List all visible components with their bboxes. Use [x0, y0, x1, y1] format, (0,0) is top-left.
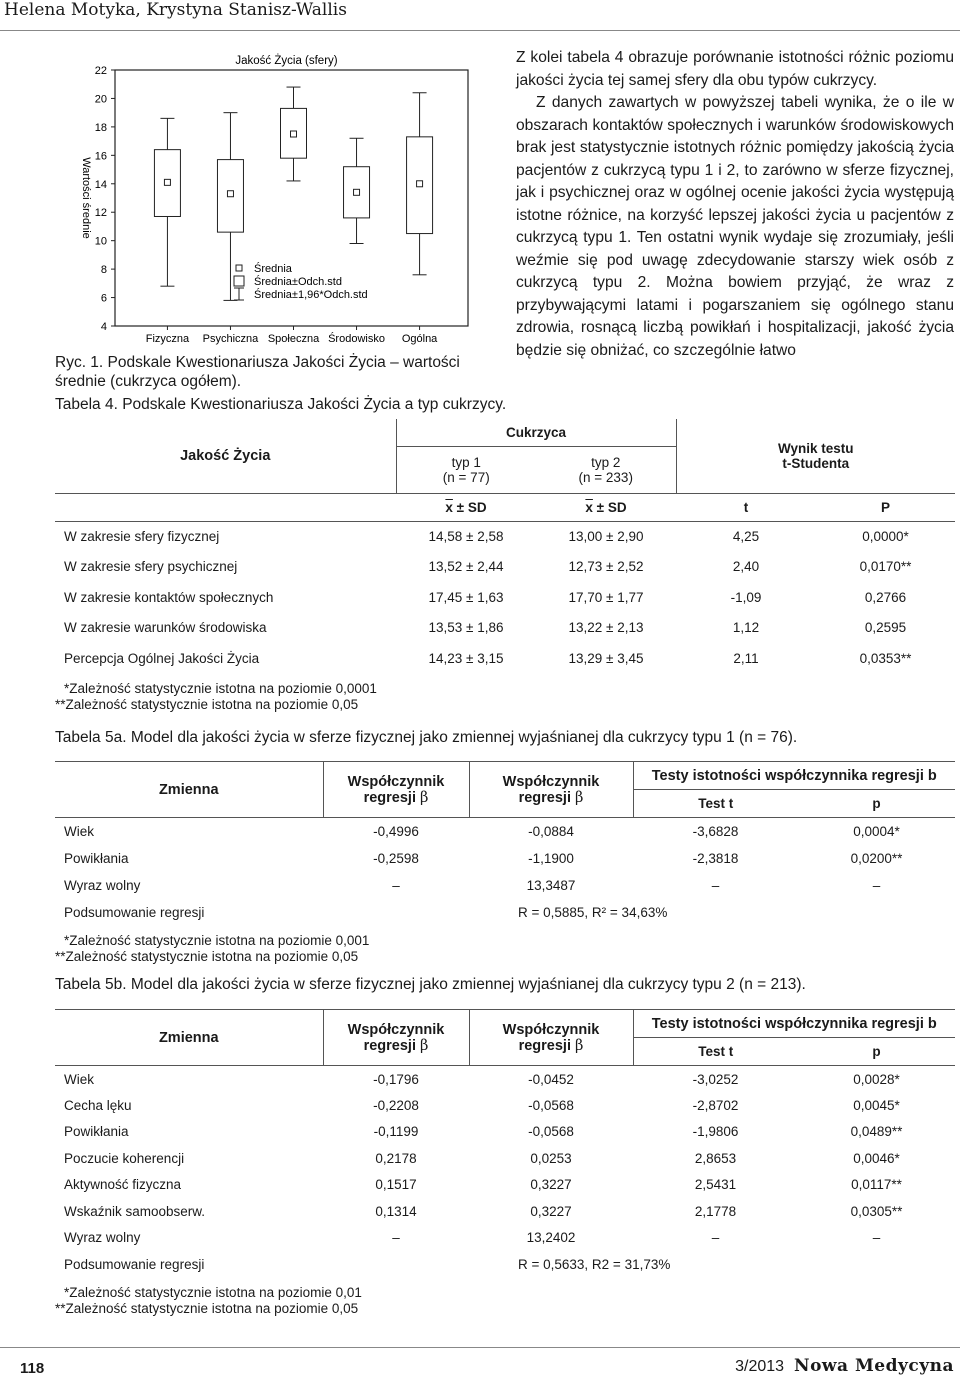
legend-label: Średnia±1,96*Odch.std — [254, 289, 368, 301]
table5a-summary-value: R = 0,5885, R² = 34,63% — [518, 905, 668, 920]
table5b-header-wsp1 — [323, 1010, 469, 1066]
journal-name: Nowa Medycyna — [794, 1356, 954, 1376]
table5b-cell: 0,0489** — [850, 1124, 903, 1140]
table4-header-cukrzyca: Cukrzyca — [396, 419, 676, 446]
mean-marker — [354, 189, 360, 195]
table5a-footnote-2: **Zależność statystycznie istotna na poziomie 0,05 — [55, 949, 359, 964]
table5b-cell: 0,0046* — [853, 1150, 900, 1166]
x-tick-label: Fizyczna — [145, 333, 190, 345]
table4-subheader-mean-sd-2 — [536, 493, 676, 521]
wsp-label: Współczynnik — [347, 1021, 445, 1038]
table5b-row-label: Cecha lęku — [64, 1097, 132, 1113]
table5b-cell: 13,2402 — [526, 1230, 576, 1246]
table4-cell: 12,73 ± 2,52 — [568, 559, 644, 575]
table5a-header-p: p — [798, 790, 955, 818]
table5b — [55, 1009, 955, 1278]
table4-cell: 0,0353** — [859, 650, 912, 666]
table5a-header-testt: Test t — [633, 790, 798, 818]
table4-subheader-t: t — [676, 493, 816, 521]
paragraph-2: Z danych zawartych w powyższej tabeli wynika, że o ile w obszarach kontaktów społecznych i warunków środowiskowych brak jest statystycznie istotnych różnic pomiędzy jakością życia pacjentów z cukrzycą typu 1 i 2, to zarówno w sferze fizycznej, jak i psychicznej oraz w ogólnej ocenie jakości życia występują istotne różnice, na korzyść lepszej jakości życia u pacjentów z cukrzycą typu 1. Ten ostatni wynik wydaje się zrozumiały, jeśli weźmie się pod uwagę zdecydowanie starszy wiek osób z cukrzycą typu 2. Można bowiem przyjąć, że wraz z przybywającymi latami i pogarszaniem się ogólnego stanu zdrowia, rosnącą liczbą powikłań i hospitalizacji, jakość życia będzie się obniżać, co szczególnie łatwo — [516, 94, 954, 359]
table5b-row-label: Poczucie koherencji — [64, 1150, 185, 1166]
table5a-footnote-1: *Zależność statystycznie istotna na poziomie 0,001 — [64, 933, 370, 948]
table5a-header-testy: Testy istotności współczynnika regresji b — [633, 762, 955, 790]
table4-cell: 17,70 ± 1,77 — [568, 589, 644, 605]
x-tick-label: Środowisko — [328, 333, 385, 345]
typ2-label: typ 2 — [591, 454, 621, 470]
y-axis-label: Wartości średnie — [80, 157, 92, 239]
table4-cell: 1,12 — [732, 620, 760, 636]
table4-cell: 13,52 ± 2,44 — [428, 559, 504, 575]
table4-header-test-line2: t-Studenta — [782, 455, 850, 471]
body-text — [516, 47, 954, 362]
table5b-row-label: Wiek — [64, 1071, 94, 1087]
y-tick-label: 6 — [100, 292, 107, 305]
table5b-cell: -3,0252 — [692, 1071, 739, 1087]
x-tick-label: Społeczna — [267, 333, 320, 345]
y-tick-label: 20 — [94, 93, 107, 106]
table5a-row — [55, 818, 955, 845]
table4-header-test — [676, 419, 955, 493]
table4-row-label: Percepcja Ogólnej Jakości Życia — [64, 650, 260, 666]
table4-row — [55, 643, 955, 674]
y-tick-label: 22 — [94, 65, 107, 77]
table4-footnote-1: *Zależność statystycznie istotna na poziomie 0,0001 — [64, 681, 377, 696]
table4-row — [55, 552, 955, 583]
table5b-header-p: p — [798, 1038, 955, 1066]
wsp-label: Współczynnik — [502, 1021, 600, 1038]
beta-symbol: β — [575, 789, 584, 806]
table5b-row — [55, 1198, 955, 1225]
legend-label: Średnia — [254, 263, 292, 275]
table5a-cell: -1,1900 — [528, 850, 574, 866]
table4-subheader-p: P — [816, 493, 955, 521]
beta-symbol: β — [420, 789, 429, 806]
table5b-row-label: Aktywność fizyczna — [64, 1177, 182, 1193]
table5a-cell: 0,0200** — [850, 850, 903, 866]
table4-cell: 0,0000* — [862, 529, 909, 544]
table4-cell: 14,58 ± 2,58 — [428, 529, 504, 544]
box-plot-figure — [55, 48, 473, 346]
table5b-cell: – — [392, 1230, 400, 1246]
y-tick-label: 18 — [94, 121, 107, 134]
table4-cell: 14,23 ± 3,15 — [428, 650, 504, 666]
table5a-cell: -0,4996 — [373, 823, 419, 839]
table5b-cell: 2,1778 — [694, 1203, 737, 1219]
reg-label: regresji — [518, 1037, 571, 1054]
y-tick-label: 4 — [100, 321, 107, 333]
table5a-cell: -0,2598 — [373, 850, 419, 866]
table4-row — [55, 613, 955, 644]
table5a-row-label: Powikłania — [64, 850, 129, 866]
typ1-label: typ 1 — [451, 454, 481, 470]
table5b-header-wsp2 — [469, 1010, 633, 1066]
table4-row-label: W zakresie warunków środowiska — [64, 620, 267, 636]
table5b-row — [55, 1225, 955, 1252]
table5a-cell: -3,6828 — [692, 823, 739, 839]
table4-cell: 13,22 ± 2,13 — [568, 620, 644, 636]
table4-header-typ1 — [396, 446, 536, 493]
y-tick-label: 16 — [94, 150, 107, 163]
table5b-header-testt: Test t — [633, 1038, 798, 1066]
table5b-footnote-2: **Zależność statystycznie istotna na poziomie 0,05 — [55, 1301, 359, 1316]
wsp-label: Współczynnik — [347, 773, 445, 790]
page-number: 118 — [20, 1360, 45, 1377]
table4-cell: 0,0170** — [859, 559, 912, 575]
table4-cell: 2,40 — [732, 559, 760, 575]
issue-number: 3/2013 — [735, 1358, 785, 1375]
table5a — [55, 761, 955, 927]
table4-cell: 2,11 — [733, 650, 759, 666]
table5b-row — [55, 1172, 955, 1199]
table5b-cell: 0,0305** — [850, 1203, 903, 1219]
chart-title: Jakość Życia (sfery) — [235, 55, 338, 67]
table4-caption: Tabela 4. Podskale Kwestionariusza Jakości Życia a typ cukrzycy. — [55, 396, 507, 413]
table5b-header-testy: Testy istotności współczynnika regresji b — [633, 1010, 955, 1038]
figure-caption: Ryc. 1. Podskale Kwestionariusza Jakości Życia – wartości średnie (cukrzyca ogółem). — [55, 354, 460, 390]
table4-row-label: W zakresie kontaktów społecznych — [64, 589, 274, 605]
table5b-row — [55, 1145, 955, 1172]
table5b-header-zmienna: Zmienna — [55, 1010, 323, 1066]
y-tick-label: 10 — [94, 235, 107, 248]
table5b-cell: -0,0568 — [528, 1124, 574, 1140]
table5b-row — [55, 1066, 955, 1093]
table5b-summary-value: R = 0,5633, R2 = 31,73% — [518, 1257, 671, 1272]
table4-header-test-line1: Wynik testu — [777, 440, 854, 456]
table4-subheader-mean-sd-1 — [396, 493, 536, 521]
table5a-cell: -2,3818 — [692, 850, 739, 866]
table5b-cell: 2,8653 — [694, 1150, 737, 1166]
y-tick-label: 12 — [94, 207, 107, 220]
mean-marker — [164, 179, 170, 185]
x-tick-label: Ogólna — [401, 333, 438, 345]
table4-cell: -1,09 — [730, 589, 762, 605]
table4-cell: 13,29 ± 3,45 — [568, 650, 644, 666]
table4-row-label: W zakresie sfery psychicznej — [64, 559, 238, 575]
beta-symbol: β — [420, 1037, 429, 1054]
table5a-caption: Tabela 5a. Model dla jakości życia w sferze fizycznej jako zmiennej wyjaśnianej dla cukrzycy typu 1 (n = 76). — [55, 729, 798, 746]
table5a-header-zmienna: Zmienna — [55, 762, 323, 818]
table5b-cell: -0,0568 — [528, 1097, 574, 1113]
table5a-cell: – — [392, 877, 400, 893]
mean-marker — [417, 181, 423, 187]
y-tick-label: 14 — [94, 178, 107, 191]
table5a-footnotes — [55, 933, 369, 965]
table5a-row — [55, 845, 955, 872]
wsp-label: Współczynnik — [502, 773, 600, 790]
table5b-row — [55, 1119, 955, 1146]
reg-label: regresji — [363, 1037, 416, 1054]
table5b-cell: 0,1314 — [375, 1203, 417, 1219]
sd-symbol: ± SD — [592, 499, 627, 515]
reg-label: regresji — [363, 789, 416, 806]
table5a-header-wsp2 — [469, 762, 633, 818]
mean-marker — [291, 131, 297, 137]
table5b-cell: 0,0028* — [853, 1071, 900, 1087]
table5a-cell: 13,3487 — [526, 877, 576, 893]
table4-header-typ2 — [536, 446, 676, 493]
legend-mean-icon — [236, 265, 242, 271]
header-rule — [0, 30, 960, 31]
footer-rule — [0, 1347, 960, 1348]
table4-cell: 0,2595 — [864, 620, 907, 636]
table5b-row-label: Wskaźnik samoobserw. — [64, 1203, 206, 1219]
table5a-cell: 0,0004* — [853, 823, 900, 839]
table5b-cell: 0,3227 — [530, 1177, 572, 1193]
table5b-row-label: Wyraz wolny — [64, 1230, 141, 1246]
mean-symbol: $\overline{x}$ — [585, 499, 593, 515]
table5b-cell: -0,2208 — [373, 1097, 419, 1113]
beta-symbol: β — [575, 1037, 584, 1054]
y-tick-label: 8 — [100, 264, 107, 277]
legend-label: Średnia±Odch.std — [254, 276, 342, 288]
table5b-cell: 0,1517 — [375, 1177, 417, 1193]
table5b-cell: -0,0452 — [528, 1071, 574, 1087]
table4-row — [55, 521, 955, 552]
table5b-cell: 0,0045* — [853, 1097, 900, 1113]
table5b-cell: 0,3227 — [530, 1203, 572, 1219]
running-header: Helena Motyka, Krystyna Stanisz-Wallis — [4, 0, 347, 20]
table4-footnotes — [55, 681, 377, 713]
table4-empty-cell — [55, 493, 396, 521]
table4-cell: 13,00 ± 2,90 — [568, 529, 644, 544]
x-tick-label: Psychiczna — [202, 333, 259, 345]
table5b-cell: 0,0253 — [530, 1150, 572, 1166]
paragraph-1: Z kolei tabela 4 obrazuje porównanie istotności różnic poziomu jakości życia tej samej sfery dla obu typów cukrzycy. — [516, 49, 954, 89]
table5a-summary-label: Podsumowanie regresji — [64, 905, 205, 920]
table5b-cell: -2,8702 — [692, 1097, 739, 1113]
sd-symbol: ± SD — [452, 499, 487, 515]
table5b-footnote-1: *Zależność statystycznie istotna na poziomie 0,01 — [64, 1285, 362, 1300]
table4-header-quality: Jakość Życia — [55, 419, 396, 493]
table5a-cell: – — [872, 877, 881, 893]
table5a-row-label: Wiek — [64, 823, 94, 839]
table4-cell: 13,53 ± 1,86 — [428, 620, 504, 636]
table5b-cell: 2,5431 — [694, 1177, 737, 1193]
table5b-cell: -0,1199 — [373, 1124, 419, 1140]
table5b-cell: 0,2178 — [375, 1150, 417, 1166]
table4-row-label: W zakresie sfery fizycznej — [64, 529, 220, 544]
table5a-cell: -0,0884 — [528, 823, 574, 839]
legend-box-icon — [234, 276, 244, 286]
typ2-n: (n = 233) — [578, 469, 633, 485]
journal-footer — [735, 1356, 954, 1376]
table5b-row-label: Powikłania — [64, 1124, 129, 1140]
table4-cell: 0,2766 — [864, 589, 907, 605]
table4 — [55, 419, 955, 674]
table5b-cell: -1,9806 — [692, 1124, 739, 1140]
table5b-cell: 0,0117** — [851, 1177, 902, 1193]
table5b-cell: -0,1796 — [373, 1071, 419, 1087]
table5a-row-label: Wyraz wolny — [64, 877, 141, 893]
table5a-header-wsp1 — [323, 762, 469, 818]
mean-symbol: $\overline{x}$ — [445, 499, 453, 515]
reg-label: regresji — [518, 789, 571, 806]
table4-cell: 17,45 ± 1,63 — [428, 589, 504, 605]
table4-footnote-2: **Zależność statystycznie istotna na poziomie 0,05 — [55, 697, 359, 712]
table5b-row — [55, 1092, 955, 1119]
table5a-row — [55, 872, 955, 899]
table4-row — [55, 582, 955, 613]
mean-marker — [227, 191, 233, 197]
table5a-cell: – — [711, 877, 720, 893]
table5b-cell: – — [872, 1230, 881, 1246]
typ1-n: (n = 77) — [442, 469, 490, 485]
table5b-footnotes — [55, 1285, 362, 1317]
table5b-caption: Tabela 5b. Model dla jakości życia w sferze fizycznej jako zmiennej wyjaśnianej dla cukrzycy typu 2 (n = 213). — [55, 976, 806, 993]
table5b-cell: – — [711, 1230, 720, 1246]
table4-cell: 4,25 — [732, 529, 760, 544]
table5b-summary-label: Podsumowanie regresji — [64, 1257, 205, 1272]
